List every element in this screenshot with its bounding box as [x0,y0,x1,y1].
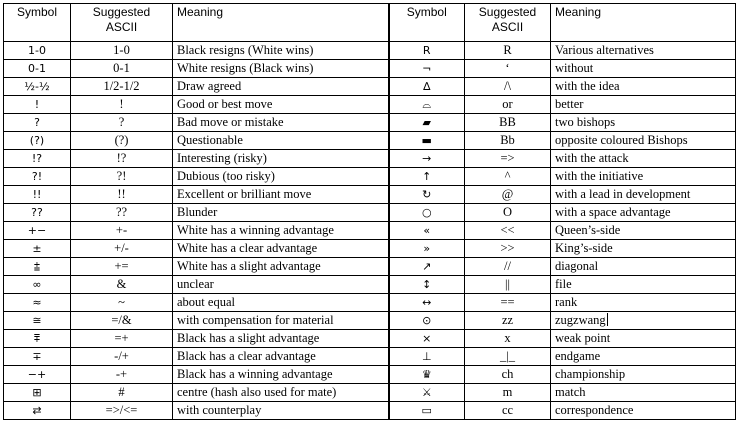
symbol-cell: » [389,240,465,258]
table-row [4,312,736,330]
meaning-cell: match [551,384,736,402]
table-row [4,132,736,150]
symbol-cell: ⚔ [389,384,465,402]
symbol-cell: ▰ [389,114,465,132]
ascii-cell: >> [465,240,551,258]
symbol-cell: ! [4,96,71,114]
ascii-cell: & [71,276,173,294]
symbol-cell: ½-½ [4,78,71,96]
ascii-cell: R [465,42,551,60]
symbol-cell: ≅ [4,312,71,330]
meaning-cell: Black has a slight advantage [173,330,389,348]
table-row [4,384,736,402]
symbol-cell: (?) [4,132,71,150]
ascii-cell: BB [465,114,551,132]
ascii-cell: +- [71,222,173,240]
symbol-cell: ?? [4,204,71,222]
symbol-cell: ↑ [389,168,465,186]
ascii-cell: ?? [71,204,173,222]
ascii-cell: /\ [465,78,551,96]
ascii-cell: +/- [71,240,173,258]
symbol-cell: !! [4,186,71,204]
ascii-cell: cc [465,402,551,420]
symbol-cell: ▭ [389,402,465,420]
meaning-cell: with the idea [551,78,736,96]
ascii-cell: ^ [465,168,551,186]
meaning-cell: centre (hash also used for mate) [173,384,389,402]
ascii-cell: || [465,276,551,294]
ascii-cell: O [465,204,551,222]
symbol-cell: ▬ [389,132,465,150]
meaning-cell: rank [551,294,736,312]
meaning-cell: with compensation for material [173,312,389,330]
symbol-cell: → [389,150,465,168]
table-row [4,168,736,186]
table-row [4,114,736,132]
meaning-cell: diagonal [551,258,736,276]
meaning-cell: correspondence [551,402,736,420]
symbol-cell: ↗ [389,258,465,276]
header-ascii-text: ASCII [491,20,524,34]
chess-symbols-table [3,3,736,420]
ascii-cell: ~ [71,294,173,312]
ascii-cell: Bb [465,132,551,150]
ascii-cell: ? [71,114,173,132]
header-suggested-ascii-left [71,4,173,42]
meaning-cell: White has a clear advantage [173,240,389,258]
ascii-cell: 1-0 [71,42,173,60]
table-row [4,348,736,366]
ascii-cell: -+ [71,366,173,384]
meaning-cell: Interesting (risky) [173,150,389,168]
symbol-cell: 1-0 [4,42,71,60]
meaning-cell: without [551,60,736,78]
ascii-cell: 1/2-1/2 [71,78,173,96]
symbol-cell: ∆ [389,78,465,96]
header-ascii-text: ASCII [105,20,138,34]
symbol-cell: ⌓ [389,96,465,114]
meaning-cell: Questionable [173,132,389,150]
ascii-cell: or [465,96,551,114]
meaning-cell: Black has a winning advantage [173,366,389,384]
symbol-cell: ↕ [389,276,465,294]
meaning-cell: with a lead in development [551,186,736,204]
meaning-cell: two bishops [551,114,736,132]
symbol-cell: ⊙ [389,312,465,330]
meaning-cell: about equal [173,294,389,312]
ascii-cell: zz [465,312,551,330]
header-suggested-text: Suggested [92,5,151,19]
table-row [4,78,736,96]
ascii-cell: @ [465,186,551,204]
meaning-cell: with a space advantage [551,204,736,222]
table-row [4,240,736,258]
meaning-cell: Queen’s-side [551,222,736,240]
symbol-cell: 0-1 [4,60,71,78]
symbol-cell: ○ [389,204,465,222]
table-row [4,366,736,384]
text-cursor [607,313,608,326]
meaning-cell: White has a slight advantage [173,258,389,276]
meaning-cell: Black has a clear advantage [173,348,389,366]
symbol-cell: −+ [4,366,71,384]
symbol-cell: ?! [4,168,71,186]
meaning-cell: with the attack [551,150,736,168]
symbol-cell: ↔ [389,294,465,312]
table-row [4,258,736,276]
symbol-cell: ∞ [4,276,71,294]
meaning-cell: opposite coloured Bishops [551,132,736,150]
header-suggested-text: Suggested [478,5,537,19]
ascii-cell: =/& [71,312,173,330]
ascii-cell: => [465,150,551,168]
table-row [4,222,736,240]
meaning-cell: with counterplay [173,402,389,420]
table-row [4,294,736,312]
symbol-cell: ⊞ [4,384,71,402]
ascii-cell: x [465,330,551,348]
ascii-cell: ?! [71,168,173,186]
symbol-cell: ⩱ [4,330,71,348]
ascii-cell: 0-1 [71,60,173,78]
symbol-cell: !? [4,150,71,168]
ascii-cell: (?) [71,132,173,150]
meaning-cell: Good or best move [173,96,389,114]
ascii-cell: -/+ [71,348,173,366]
symbol-cell: × [389,330,465,348]
meaning-cell: file [551,276,736,294]
ascii-cell: # [71,384,173,402]
ascii-cell: << [465,222,551,240]
table-row [4,96,736,114]
ascii-cell: ch [465,366,551,384]
ascii-cell: // [465,258,551,276]
ascii-cell: =+ [71,330,173,348]
ascii-cell: !! [71,186,173,204]
table-row [4,204,736,222]
table-row [4,42,736,60]
table-row [4,276,736,294]
header-suggested-ascii-right [465,4,551,42]
meaning-cell: White resigns (Black wins) [173,60,389,78]
ascii-cell: =>/<= [71,402,173,420]
ascii-cell: ‘ [465,60,551,78]
symbol-cell: ♛ [389,366,465,384]
header-meaning-left: Meaning [173,4,389,42]
meaning-cell: better [551,96,736,114]
meaning-cell: Various alternatives [551,42,736,60]
meaning-cell: Draw agreed [173,78,389,96]
symbol-cell: ∓ [4,348,71,366]
meaning-cell: unclear [173,276,389,294]
meaning-cell: Dubious (too risky) [173,168,389,186]
symbol-cell: ? [4,114,71,132]
header-symbol-left: Symbol [4,4,71,42]
symbol-cell: ± [4,240,71,258]
meaning-cell: White has a winning advantage [173,222,389,240]
meaning-cell: King’s-side [551,240,736,258]
header-meaning-right: Meaning [551,4,736,42]
meaning-cell: Bad move or mistake [173,114,389,132]
table-row [4,186,736,204]
meaning-cell: zugzwang [551,312,736,330]
symbol-cell: « [389,222,465,240]
meaning-cell: endgame [551,348,736,366]
ascii-cell: !? [71,150,173,168]
symbol-cell: ↻ [389,186,465,204]
meaning-cell: weak point [551,330,736,348]
ascii-cell: += [71,258,173,276]
symbol-cell: ⩲ [4,258,71,276]
symbol-cell: ¬ [389,60,465,78]
symbol-cell: ⊥ [389,348,465,366]
header-row [4,4,736,42]
table-row [4,330,736,348]
meaning-cell: championship [551,366,736,384]
ascii-cell: == [465,294,551,312]
symbol-cell: R [389,42,465,60]
header-symbol-right: Symbol [389,4,465,42]
meaning-cell: Black resigns (White wins) [173,42,389,60]
meaning-cell: Excellent or brilliant move [173,186,389,204]
symbol-cell: +− [4,222,71,240]
ascii-cell: ! [71,96,173,114]
meaning-cell: Blunder [173,204,389,222]
table-row [4,402,736,420]
ascii-cell: m [465,384,551,402]
ascii-cell: _|_ [465,348,551,366]
table-row [4,150,736,168]
meaning-cell: with the initiative [551,168,736,186]
symbol-cell: ⇄ [4,402,71,420]
symbol-cell: ≈ [4,294,71,312]
table-row [4,60,736,78]
